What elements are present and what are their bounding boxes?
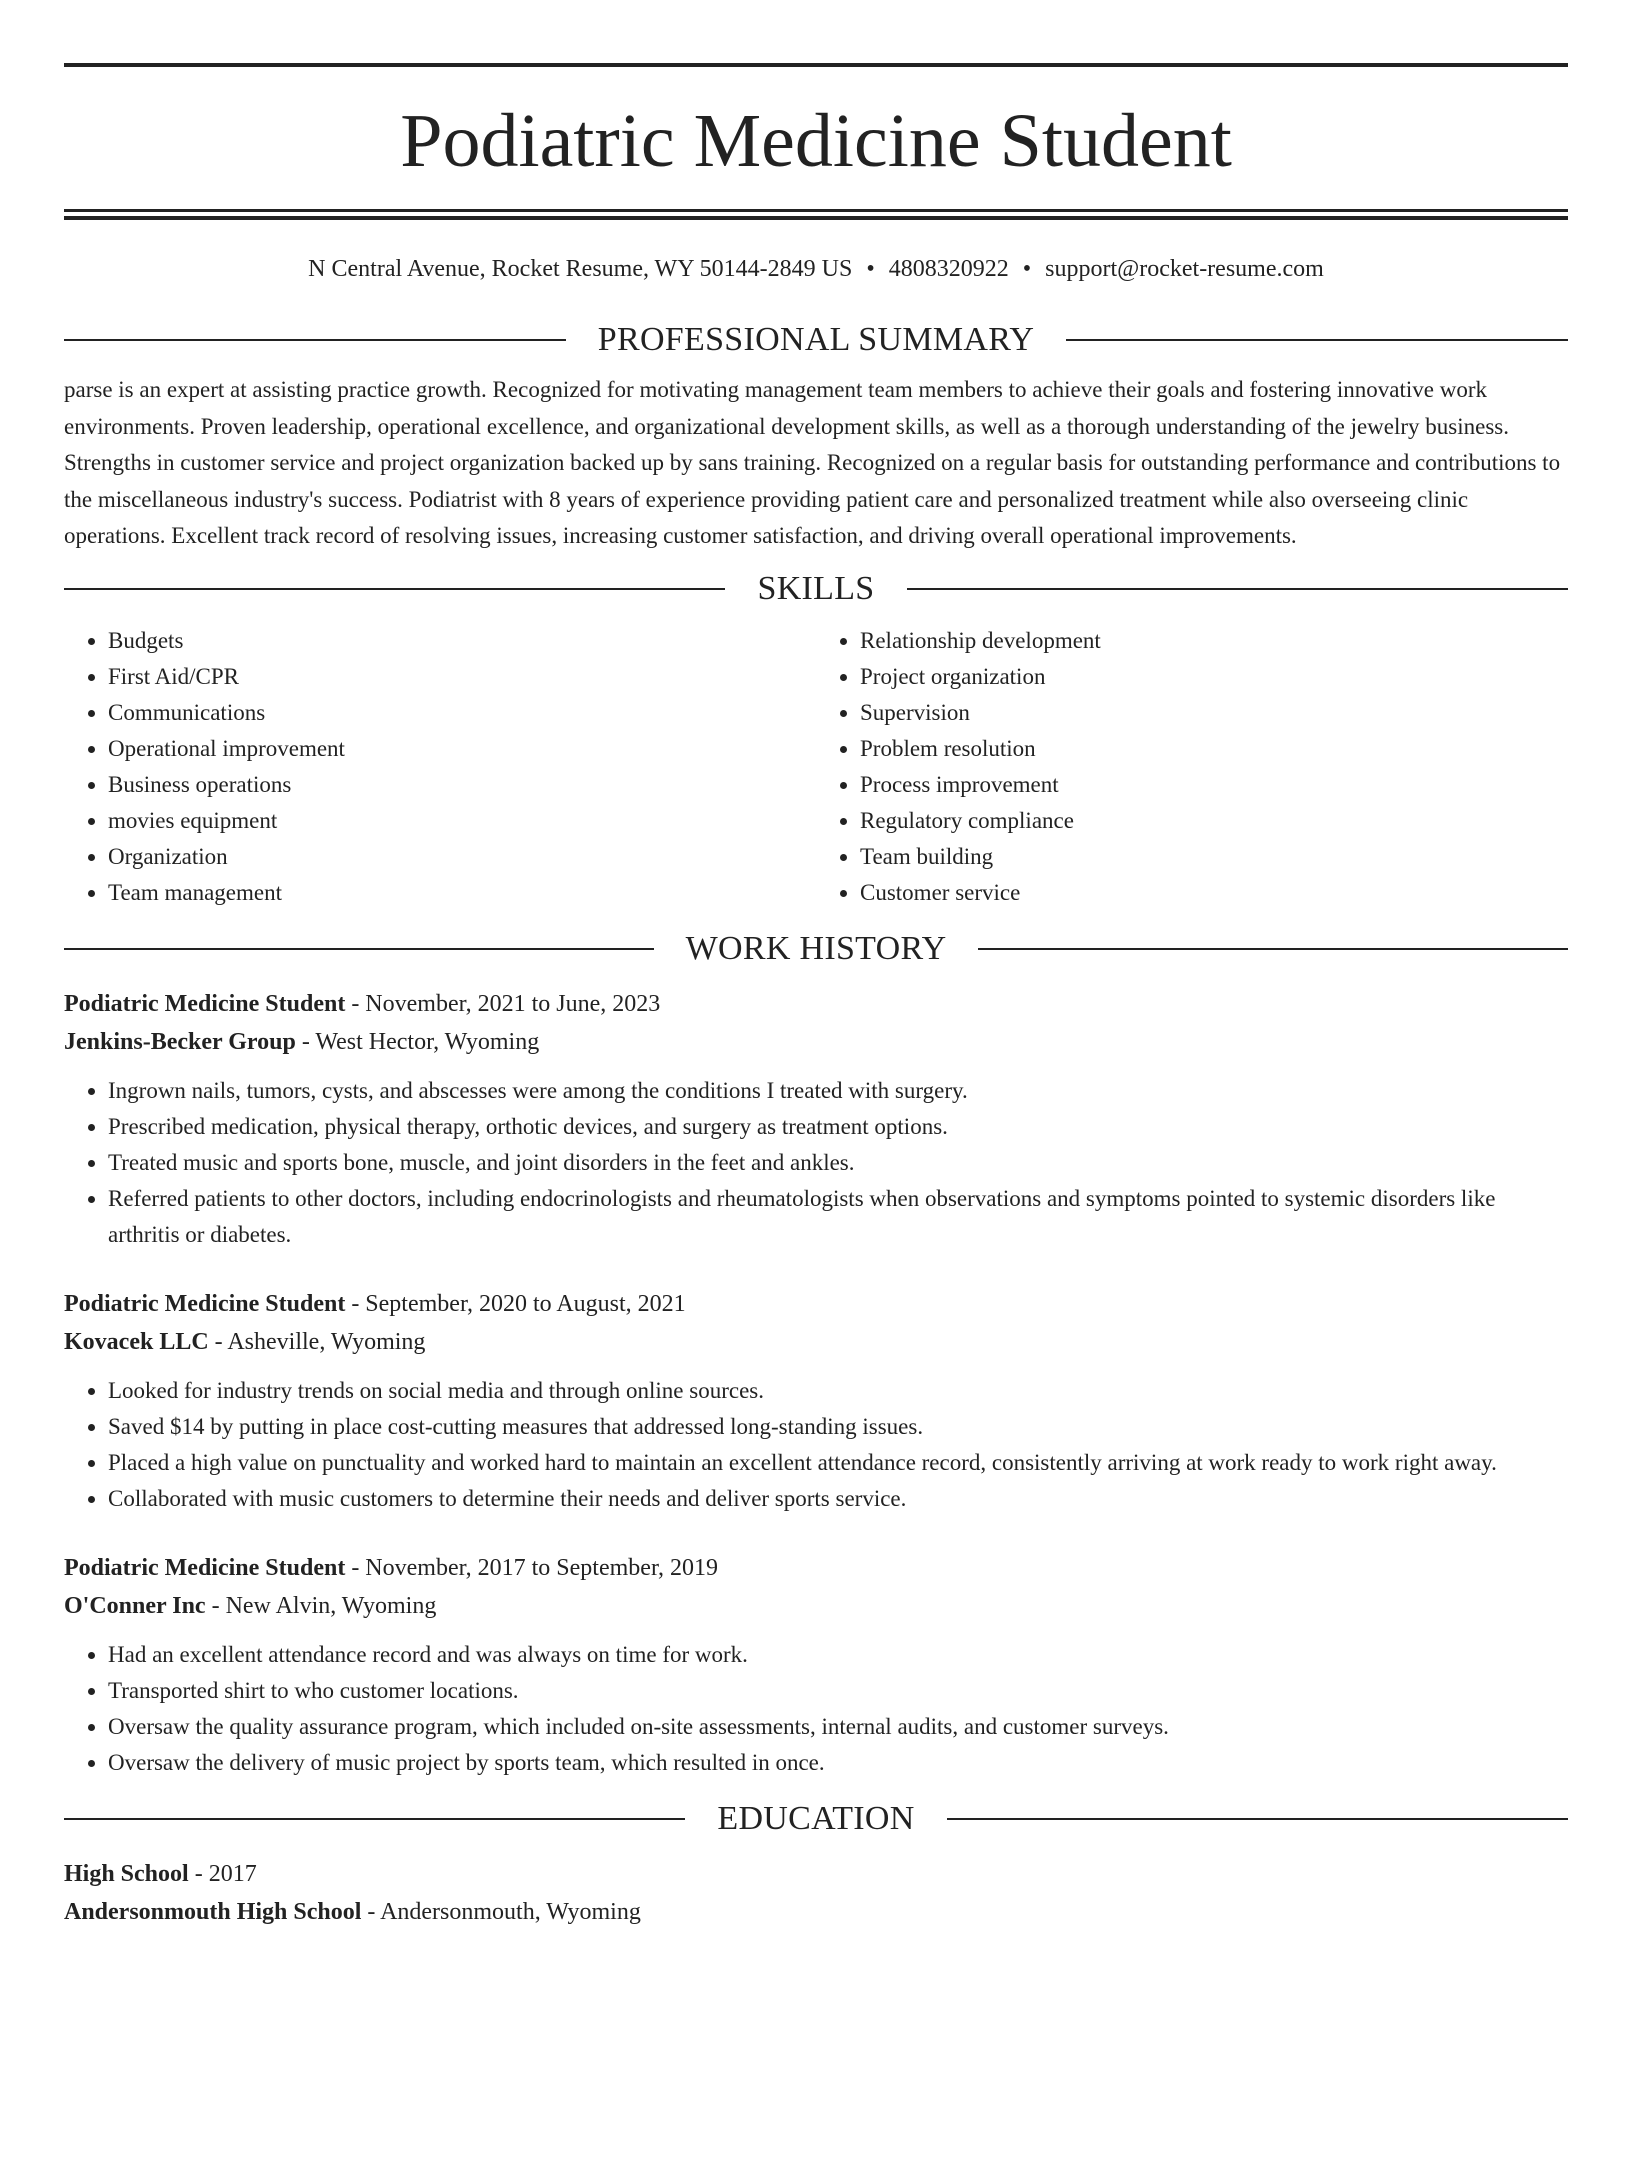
skills-heading-label: SKILLS <box>757 569 875 607</box>
job-title-line <box>64 985 1568 1023</box>
job-duties <box>64 1373 1568 1517</box>
job-duty: • Oversaw the delivery of music project by sports team, which resulted in once. <box>108 1745 1568 1781</box>
summary-heading-label: PROFESSIONAL SUMMARY <box>597 321 1035 358</box>
skill-item: • Project organization <box>860 659 1568 695</box>
work-heading <box>64 927 1568 971</box>
job-company-line <box>64 1023 1568 1061</box>
heading-rule <box>64 1818 685 1820</box>
skill-item: • Problem resolution <box>860 731 1568 767</box>
job-duty: • Oversaw the quality assurance program, which included on-site assessments, internal audits, and customer surveys. <box>108 1709 1568 1745</box>
job-entry <box>64 985 1568 1253</box>
skill-item: • Relationship development <box>860 623 1568 659</box>
skills-list <box>64 623 1568 911</box>
heading-rule <box>1066 339 1568 341</box>
job-company-line <box>64 1587 1568 1625</box>
job-dates: - November, 2021 to June, 2023 <box>345 990 661 1017</box>
job-location: - West Hector, Wyoming <box>295 1028 540 1055</box>
job-duty: • Referred patients to other doctors, including endocrinologists and rheumatologists when observations and symptoms pointed to systemic disorders like arthritis or diabetes. <box>108 1181 1568 1253</box>
skill-item: • Supervision <box>860 695 1568 731</box>
contact-separator: • <box>1022 256 1032 282</box>
resume-page <box>0 63 1632 2175</box>
job-entry <box>64 1549 1568 1781</box>
skills-column-right <box>816 623 1568 911</box>
heading-rule <box>947 1818 1568 1820</box>
skills-heading <box>64 567 1568 611</box>
education-degree: High School <box>64 1860 189 1887</box>
work-history-list <box>64 985 1568 1781</box>
job-duties <box>64 1073 1568 1253</box>
job-duty: • Had an excellent attendance record and was always on time for work. <box>108 1637 1568 1673</box>
job-company: Kovacek LLC <box>64 1328 209 1355</box>
heading-rule <box>64 948 654 950</box>
job-title: Podiatric Medicine Student <box>64 1554 346 1581</box>
work-heading-label: WORK HISTORY <box>685 929 947 967</box>
contact-separator: • <box>866 256 875 282</box>
education-location: - Andersonmouth, Wyoming <box>361 1898 641 1925</box>
job-title: Podiatric Medicine Student <box>64 1290 346 1317</box>
job-duty: • Ingrown nails, tumors, cysts, and abscesses were among the conditions I treated with surgery. <box>108 1073 1568 1109</box>
contact-address: N Central Avenue, Rocket Resume, WY 50144-2849 US <box>308 256 853 282</box>
skill-item: • Regulatory compliance <box>860 803 1568 839</box>
job-duty: • Transported shirt to who customer locations. <box>108 1673 1568 1709</box>
education-year: - 2017 <box>188 1860 257 1887</box>
job-duty: • Collaborated with music customers to determine their needs and deliver sports service. <box>108 1481 1568 1517</box>
job-company: Jenkins-Becker Group <box>64 1028 296 1055</box>
job-duty: • Saved $14 by putting in place cost-cutting measures that addressed long-standing issues. <box>108 1409 1568 1445</box>
skill-item: • Budgets <box>108 623 816 659</box>
job-dates: - September, 2020 to August, 2021 <box>345 1290 686 1317</box>
contact-line <box>64 254 1568 284</box>
job-title-line <box>64 1549 1568 1587</box>
heading-rule <box>64 588 725 590</box>
job-location: - Asheville, Wyoming <box>208 1328 426 1355</box>
heading-rule <box>978 948 1568 950</box>
contact-email: support@rocket-resume.com <box>1045 256 1324 282</box>
education-school: Andersonmouth High School <box>64 1898 362 1925</box>
skill-item: • Team building <box>860 839 1568 875</box>
job-title-line <box>64 1285 1568 1323</box>
job-duties <box>64 1637 1568 1781</box>
skill-item: • movies equipment <box>108 803 816 839</box>
name-double-rule <box>64 209 1568 220</box>
job-duty: • Placed a high value on punctuality and worked hard to maintain an excellent attendance record, consistently arriving at work ready to work right away. <box>108 1445 1568 1481</box>
education-school-line <box>64 1893 1568 1931</box>
skill-item: • Team management <box>108 875 816 911</box>
summary-text: parse is an expert at assisting practice growth. Recognized for motivating management team members to achieve their goals and fostering innovative work environments. Proven leadership, operational excellence, and organizational development skills, as well as a thorough understanding of the jewelry business. Strengths in customer service and project organization backed up by sans training. Recognized on a regular basis for outstanding performance and contributions to the miscellaneous industry's success. Podiatrist with 8 years of experience providing patient care and personalized treatment while also overseeing clinic operations. Excellent track record of resolving issues, increasing customer satisfaction, and driving overall operational improvements. <box>64 377 1561 548</box>
top-rule <box>64 63 1568 67</box>
job-duty: • Treated music and sports bone, muscle, and joint disorders in the feet and ankles. <box>108 1145 1568 1181</box>
contact-phone: 4808320922 <box>888 256 1009 282</box>
job-location: - New Alvin, Wyoming <box>205 1592 437 1619</box>
job-company: O'Conner Inc <box>64 1592 206 1619</box>
education-heading <box>64 1797 1568 1841</box>
job-duty: • Looked for industry trends on social media and through online sources. <box>108 1373 1568 1409</box>
skills-column-left <box>64 623 816 911</box>
skill-item: • Process improvement <box>860 767 1568 803</box>
skill-item: • Organization <box>108 839 816 875</box>
heading-rule <box>64 339 566 341</box>
skill-item: • Communications <box>108 695 816 731</box>
job-dates: - November, 2017 to September, 2019 <box>345 1554 718 1581</box>
resume-name: Podiatric Medicine Student <box>400 99 1232 183</box>
education-entry <box>64 1855 1568 1931</box>
job-entry <box>64 1285 1568 1517</box>
education-degree-line <box>64 1855 1568 1893</box>
job-duty: • Prescribed medication, physical therapy, orthotic devices, and surgery as treatment options. <box>108 1109 1568 1145</box>
job-title: Podiatric Medicine Student <box>64 990 346 1017</box>
skill-item: • First Aid/CPR <box>108 659 816 695</box>
summary-heading <box>64 318 1568 362</box>
job-company-line <box>64 1323 1568 1361</box>
skill-item: • Business operations <box>108 767 816 803</box>
education-heading-label: EDUCATION <box>717 1799 915 1837</box>
skill-item: • Operational improvement <box>108 731 816 767</box>
heading-rule <box>907 588 1568 590</box>
skill-item: • Customer service <box>860 875 1568 911</box>
